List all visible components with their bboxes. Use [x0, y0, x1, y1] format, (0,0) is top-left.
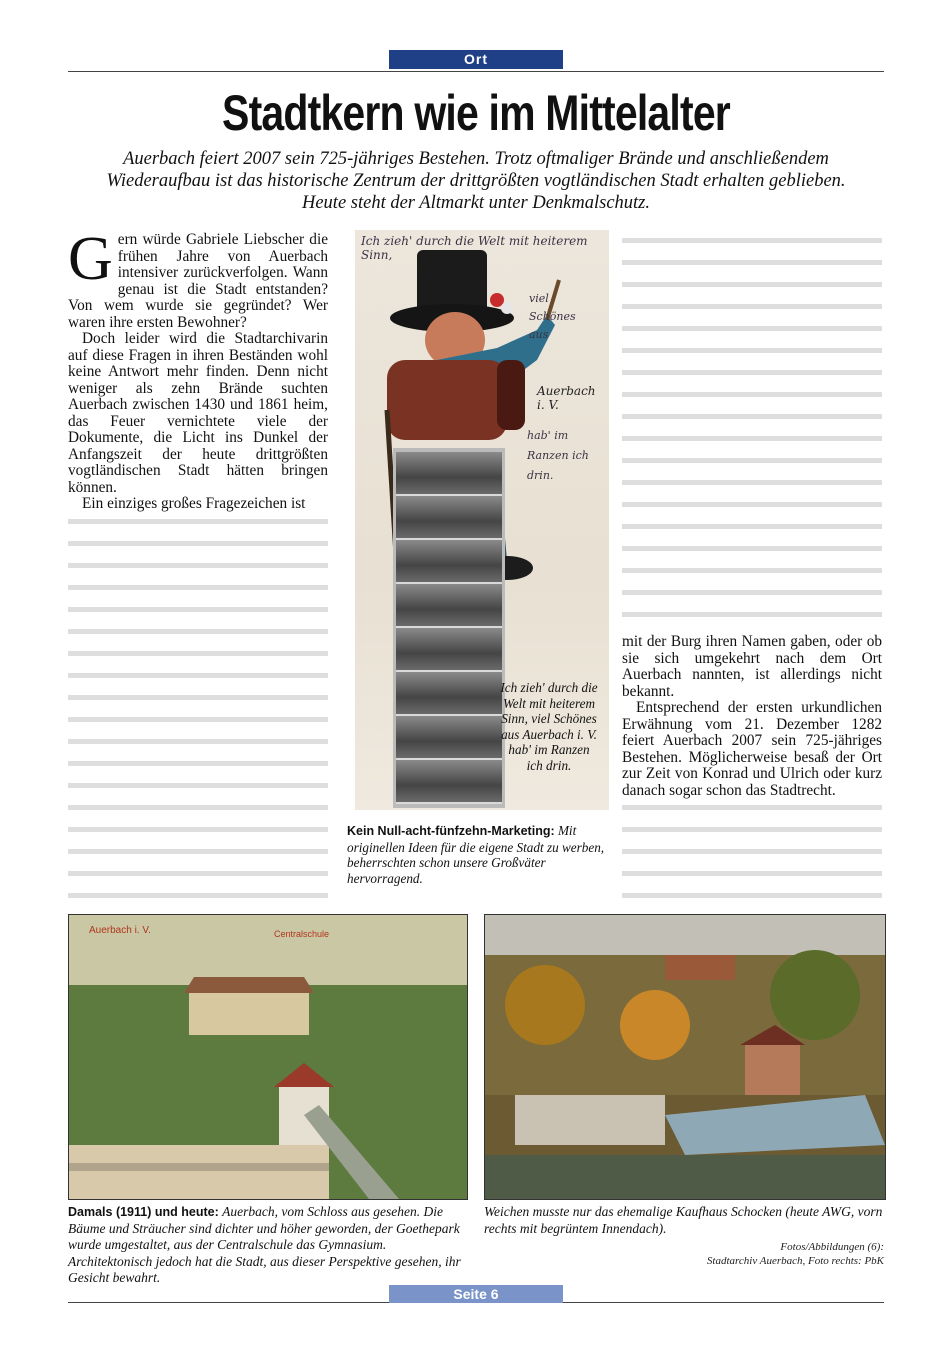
- strip-panel: [396, 496, 502, 540]
- left-paragraph-3: Ein einziges großes Fragezeichen ist: [82, 495, 306, 512]
- photo-today: [484, 914, 886, 1200]
- postcard-subcaption: [347, 823, 609, 886]
- photo-1911-town-label: Auerbach i. V.: [89, 925, 151, 936]
- postcard-script-bottom: hab' im Ranzen ich drin.: [527, 429, 589, 482]
- postcard-script-right: viel Schönes aus: [529, 292, 576, 341]
- photo-1911-caption-bold: Damals (1911) und heute:: [68, 1205, 219, 1219]
- strip-panel: [396, 672, 502, 716]
- photo-1911-caption: [68, 1204, 466, 1287]
- photo-1911-caption-italic: Auerbach, vom Schloss aus gesehen. Die Bäume und Sträucher sind dichter und höher geworden, der Goethepark wurde umgestaltet, aus der Centralschule das Gymnasium. Architektonisch jedoch hat die Stadt, aus dieser Perspektive gesehen, ihr Gesicht bewahrt.: [68, 1204, 461, 1285]
- postcard-script-top: Ich zieh' durch die Welt mit heiterem Sinn,: [361, 234, 588, 262]
- photo-1911: [68, 914, 468, 1200]
- section-tag: Ort: [389, 50, 563, 69]
- subcaption-bold: Kein Null-acht-fünfzehn-Marketing:: [347, 824, 555, 838]
- photo-1911-school-label: Centralschule: [274, 929, 330, 939]
- right-column: [622, 232, 882, 1003]
- photo-today-caption: [484, 1204, 884, 1237]
- postcard-town-label: Auerbach i. V.: [537, 384, 596, 412]
- photo-1911-image: [69, 915, 467, 1199]
- dropcap: G: [68, 225, 113, 293]
- strip-panel: [396, 584, 502, 628]
- strip-panel: [396, 628, 502, 672]
- right-paragraph-1: mit der Burg ihren Namen gaben, oder ob sie sich umgekehrt nach dem Ort Auerbach nannten, ist allerdings nicht bekannt.: [622, 633, 882, 700]
- page-number: Seite 6: [389, 1285, 563, 1303]
- lead-paragraph: Auerbach feiert 2007 sein 725-jähriges Bestehen. Trotz oftmaliger Brände und anschließendem Wiederaufbau ist das historische Zentrum der drittgrößten vogtländischen Stadt erhalten geblieben. Heute steht der Altmarkt unter Denkmalschutz.: [106, 149, 846, 213]
- left-paragraph-1: ern würde Gabriele Liebscher die frühen Jahre von Auerbach intensiver zurückverfolgen. Wann genau ist die Stadt entstanden? Von wem wurde sie gegründet? Wer waren ihre ersten Bewohner?: [68, 231, 328, 331]
- photo-today-image: [485, 915, 885, 1199]
- left-paragraph-2: Doch leider wird die Stadtarchivarin auf diese Fragen in ihren Beständen wohl keine Antwort mehr finden. Denn nicht weniger als zehn Brände suchten Auerbach zwischen 1430 und 1861 heim, das Feuer vernichtete viele der Dokumente, die Licht ins Dunkel der Anfangszeit der heute drittgrößten vogtländischen Stadt hätten bringen können.: [68, 330, 328, 496]
- right-faded-text: [622, 238, 882, 628]
- photo-credits: [584, 1240, 884, 1268]
- headline: Stadtkern wie im Mittelalter: [222, 85, 730, 141]
- right-paragraph-2: Entsprechend der ersten urkundlichen Erwähnung vom 21. Dezember 1282 feiert Auerbach 2007 sein 725-jähriges Bestehen. Möglicherweise besaß der Ort zur Zeit von Konrad und Ulrich oder kurz danach sogar schon das Stadtrecht.: [622, 699, 882, 799]
- subcaption-italic: Mit originellen Ideen für die eigene Stadt zu werben, beherrschten schon unsere Großväter hervorragend.: [347, 823, 605, 886]
- credits-line-1: Fotos/Abbildungen (6):: [780, 1241, 884, 1253]
- strip-panel: [396, 716, 502, 760]
- strip-panel: [396, 452, 502, 496]
- credits-line-2: Stadtarchiv Auerbach, Foto rechts: PbK: [706, 1255, 884, 1267]
- strip-panel: [396, 760, 502, 804]
- postcard-caption: Ich zieh' durch die Welt mit heiterem Sinn, viel Schönes aus Auerbach i. V. hab' im Ranzen ich drin.: [500, 680, 598, 773]
- photo-today-caption-italic: Weichen musste nur das ehemalige Kaufhaus Schocken (heute AWG, vorn rechts mit begrüntem Innendach).: [484, 1204, 883, 1236]
- strip-panel: [396, 540, 502, 584]
- header-rule: [68, 71, 884, 72]
